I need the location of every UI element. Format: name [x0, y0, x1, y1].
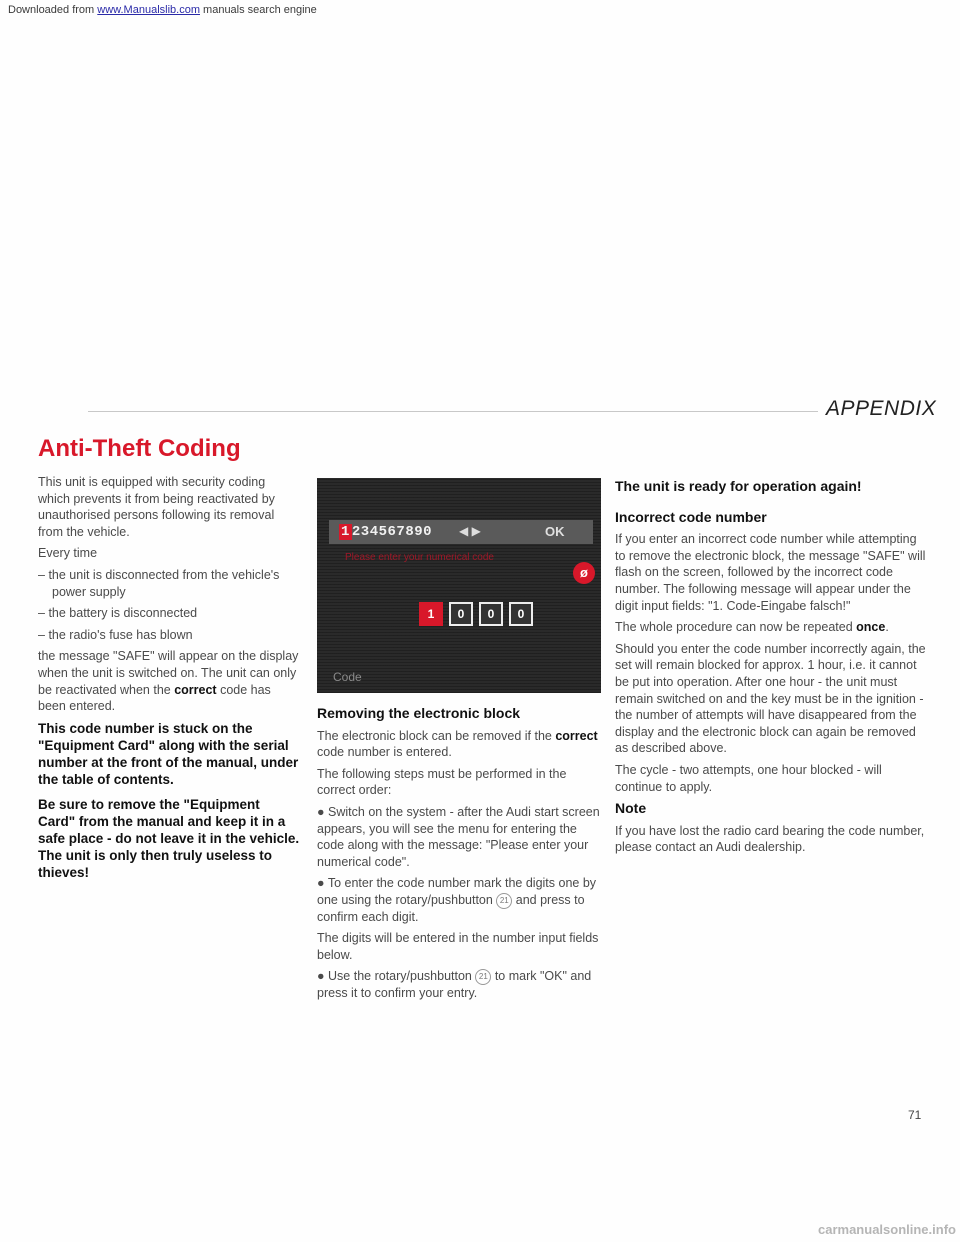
ready-heading: The unit is ready for operation again! [615, 478, 862, 494]
audi-logo-icon: ø [573, 562, 595, 584]
watermark: carmanualsonline.info [818, 1222, 956, 1237]
list-item: – the unit is disconnected from the vehicle's power supply [38, 567, 280, 599]
code-field: 0 [479, 602, 503, 626]
section-heading: Incorrect code number [615, 508, 767, 525]
download-banner [8, 4, 317, 16]
banner-suffix: manuals search engine [199, 4, 317, 16]
button-21-icon: 21 [475, 969, 491, 985]
code-field: 0 [449, 602, 473, 626]
code-field: 1 [419, 602, 443, 626]
paragraph: Should you enter the code number incorrectly again, the set will remain blocked for approx. 1 hour, i.e. it cannot be put into operation. After one hour - the unit must remain switched on and the key must be in the ignition - the number of attempts will have disappeared from the display and the electronic block can again be removed as described above. [615, 641, 926, 756]
manualslib-link[interactable]: www.Manualslib.com [97, 4, 200, 16]
ok-option: OK [545, 524, 565, 539]
code-input-fields [419, 602, 539, 626]
section-heading: Removing the electronic block [317, 705, 521, 721]
section-label: APPENDIX [826, 397, 937, 420]
bullet-item: ● To enter the code number mark the digits one by one using the rotary/pushbutton 21 and press to confirm each digit. [317, 876, 597, 924]
display-label: Code [333, 670, 362, 684]
paragraph: If you enter an incorrect code number while attempting to remove the electronic block, the message "SAFE" will flash on the screen, followed by the incorrect code number. The following message will appear under the digit input fields: "1. Code-Eingabe falsch!" [615, 532, 926, 613]
radio-display-image [317, 478, 601, 693]
bullet-item: ● Use the rotary/pushbutton 21 to mark "OK" and press it to confirm your entry. [317, 969, 592, 1001]
header-rule [88, 411, 818, 412]
bullet-item: ● Switch on the system - after the Audi start screen appears, you will see the menu for entering the code along with the message: "Please enter your numerical code". [317, 804, 600, 869]
paragraph: The electronic block can be removed if the correct code number is entered. [317, 728, 598, 760]
equipment-card-note: This code number is stuck on the "Equipment Card" along with the serial number at the front of the manual, under the table of contents. [38, 720, 299, 787]
display-message: Please enter your numerical code [345, 552, 494, 563]
paragraph: The whole procedure can now be repeated once. [615, 620, 889, 635]
paragraph: If you have lost the radio card bearing the code number, please contact an Audi dealership. [615, 823, 925, 855]
intro-paragraph: This unit is equipped with security coding which prevents it from being reactivated by unauthorised persons following its removal from the vehicle. [38, 475, 275, 539]
paragraph: The cycle - two attempts, one hour blocked - will continue to apply. [615, 762, 882, 794]
column-left [38, 474, 300, 889]
column-right [615, 478, 927, 861]
page-title: Anti-Theft Coding [38, 435, 241, 462]
digit-selector: 1 234567890 [341, 524, 433, 540]
banner-prefix: Downloaded from [8, 4, 98, 16]
code-field: 0 [509, 602, 533, 626]
list-item: – the radio's fuse has blown [38, 627, 193, 642]
note-heading: Note [615, 800, 647, 817]
paragraph: The digits will be entered in the number input fields below. [317, 931, 599, 962]
list-item: – the battery is disconnected [38, 606, 198, 621]
safe-keeping-warning: Be sure to remove the "Equipment Card" from the manual and keep it in a safe place - do not leave it in the vehicle. The unit is only then truly useless to thieves! [38, 796, 300, 880]
safe-paragraph: the message "SAFE" will appear on the display when the unit is switched on. The unit can only be reactivated when the correct code has been entered. [38, 649, 299, 714]
arrow-icons: ◀ ▶ [459, 524, 481, 538]
paragraph: The following steps must be performed in the correct order: [317, 766, 567, 798]
column-middle [317, 705, 601, 1007]
page-number: 71 [908, 1108, 922, 1122]
button-21-icon: 21 [496, 893, 512, 909]
every-time-text: Every time [38, 546, 98, 561]
